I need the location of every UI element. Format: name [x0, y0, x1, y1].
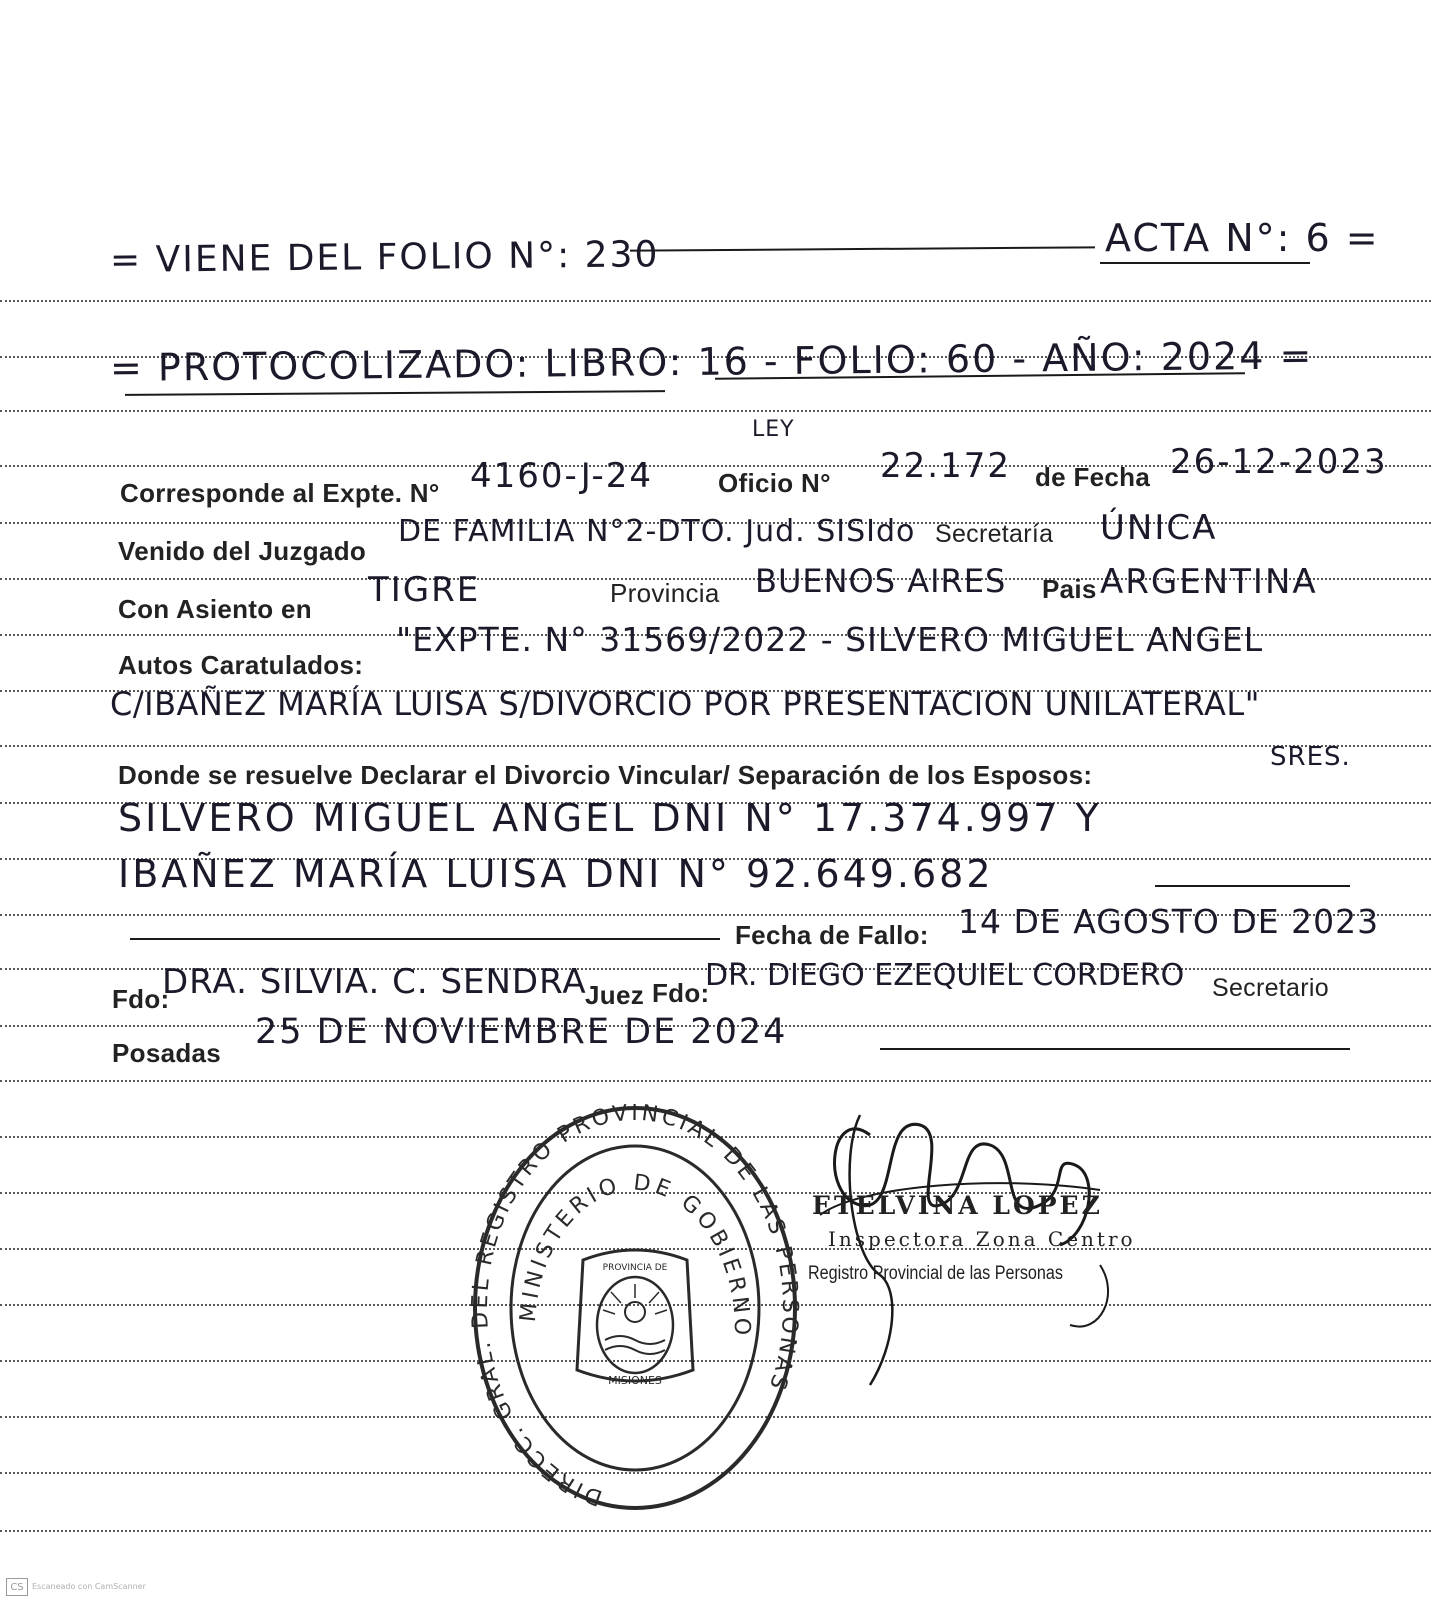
provincia-label: Provincia: [610, 578, 720, 608]
acta-number: ACTA N°: 6 =: [1105, 216, 1380, 260]
posadas-fill-line: [880, 1048, 1350, 1050]
expte-number: 4160-J-24: [470, 456, 654, 496]
fdo-label-2: Fdo:: [652, 978, 710, 1008]
acta-underline: [1100, 262, 1310, 264]
stamp-seal-icon: [470, 1100, 800, 1510]
esposo-line-1: SILVERO MIGUEL ANGEL DNI N° 17.374.997 Y: [118, 796, 1102, 840]
fallo-label: Fecha de Fallo:: [735, 920, 929, 950]
esposo-line-2: IBAÑEZ MARÍA LUISA DNI N° 92.649.682: [118, 852, 994, 896]
secretaria-value: ÚNICA: [1100, 508, 1218, 548]
fdo-label-1: Fdo:: [112, 984, 170, 1014]
secretario-name: DR. DIEGO EZEQUIEL CORDERO: [705, 958, 1185, 993]
protocolizado: = PROTOCOLIZADO: LIBRO: 16 - FOLIO: 60 - AÑO: 2024 =: [109, 333, 1314, 390]
juez-name: DRA. SILVIA. C. SENDRA: [162, 962, 587, 1002]
fallo-value: 14 DE AGOSTO DE 2023: [958, 902, 1380, 941]
fallo-fill-line: [130, 938, 720, 940]
signature-role: Inspectora Zona Centro: [828, 1227, 1136, 1251]
juez-label: Juez: [585, 980, 645, 1010]
pais-value: ARGENTINA: [1100, 562, 1318, 602]
ruled-line: [0, 1080, 1431, 1082]
oficio-label: Oficio N°: [718, 468, 831, 498]
svg-text:MINISTERIO DE GOBIERNO: MINISTERIO DE GOBIERNO: [515, 1170, 755, 1340]
asiento-label: Con Asiento en: [118, 594, 312, 624]
protocolizado-underline: [125, 390, 665, 396]
expte-label: Corresponde al Expte. N°: [120, 478, 440, 508]
posadas-date: 25 DE NOVIEMBRE DE 2024: [255, 1012, 788, 1052]
secretario-label: Secretario: [1212, 974, 1329, 1002]
provincia-value: BUENOS AIRES: [755, 562, 1007, 600]
juzgado-value: DE FAMILIA N°2-DTO. Jud. SISIdo: [398, 514, 916, 549]
resolucion-label: Donde se resuelve Declarar el Divorcio Vincular/ Separación de los Esposos:: [118, 760, 1093, 790]
fecha-label: de Fecha: [1035, 462, 1151, 492]
ruled-line: [0, 1530, 1431, 1532]
juzgado-label: Venido del Juzgado: [118, 536, 367, 566]
svg-text:DIRECC. GRAL. DEL REGISTRO PRO: DIRECC. GRAL. DEL REGISTRO PROVINCIAL DE LAS PERSONAS: [470, 1100, 800, 1510]
autos-line-2: C/IBAÑEZ MARÍA LUISA S/DIVORCIO POR PRESENTACION UNILATERAL": [110, 685, 1260, 723]
signature-block: [800, 1095, 1150, 1405]
official-stamp: [470, 1100, 800, 1510]
ley-note: LEY: [752, 417, 795, 442]
ruled-line: [0, 410, 1431, 412]
secretaria-label: Secretaría: [935, 520, 1054, 548]
svg-text:PROVINCIA DE: PROVINCIA DE: [602, 1263, 668, 1273]
oficio-number: 22.172: [880, 446, 1011, 486]
fecha-value: 26-12-2023: [1170, 442, 1388, 482]
resolucion-value: SRES.: [1270, 742, 1351, 772]
svg-text:MISIONES: MISIONES: [608, 1374, 662, 1387]
scanner-badge: CS: [6, 1578, 28, 1596]
posadas-label: Posadas: [112, 1038, 222, 1068]
esposo-fill-line: [1155, 885, 1350, 887]
autos-line-1: "EXPTE. N° 31569/2022 - SILVERO MIGUEL ANGEL: [396, 620, 1264, 659]
autos-label: Autos Caratulados:: [118, 650, 364, 680]
asiento-value: TIGRE: [368, 570, 481, 610]
pais-label: Pais: [1042, 574, 1097, 604]
header-fill-line: [630, 246, 1095, 251]
scanner-text: Escaneado con CamScanner: [32, 1582, 146, 1591]
signature-name: ETELVINA LOPEZ: [812, 1191, 1103, 1220]
ruled-line: [0, 300, 1431, 302]
signature-org: Registro Provincial de las Personas: [808, 1263, 1063, 1284]
viene-del-folio: = VIENE DEL FOLIO N°: 230: [109, 234, 660, 281]
ruled-line: [0, 745, 1431, 747]
